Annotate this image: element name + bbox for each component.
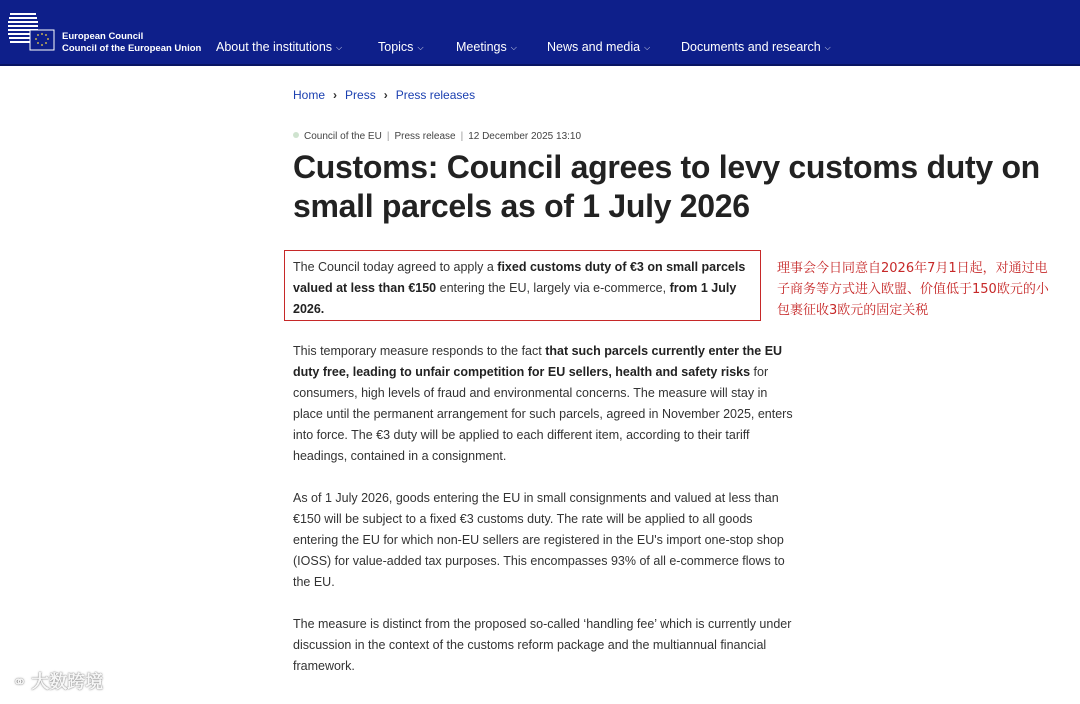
lead-bold: from 1 July 2026. <box>293 281 737 316</box>
meta-source: Council of the EU <box>304 131 382 142</box>
nav-topics[interactable] <box>378 40 424 54</box>
nav-about-institutions[interactable] <box>216 40 342 54</box>
chevron-down-icon: ⌵ <box>644 43 651 52</box>
chevron-down-icon: ⌵ <box>510 43 517 52</box>
watermark-text: 大数跨境 <box>31 672 104 693</box>
eu-council-logo[interactable] <box>8 12 60 52</box>
org-name-line2: Council of the European Union <box>62 43 202 54</box>
meta-datetime: 12 December 2025 13:10 <box>468 131 582 142</box>
breadcrumb-press[interactable]: Press <box>345 88 376 102</box>
chevron-down-icon: ⌵ <box>336 43 343 52</box>
org-name-line1: European Council <box>62 31 144 42</box>
nav-meetings[interactable] <box>456 40 517 54</box>
body-paragraph-2: As of 1 July 2026, goods entering the EU in small consignments and valued at less than €150 will be subject to a fixed €3 customs duty. The rate will be applied to all goods entering the EU for which non-EU sellers are registered in the EU's import one-stop shop (IOSS) for value-added tax purposes. This encompasses 93% of all e-commerce flows to the EU. <box>293 491 785 589</box>
lead-bold: fixed customs duty of €3 on small parcels valued at less than €150 <box>293 260 746 295</box>
paragraph-text: This temporary measure responds to the fact <box>293 344 546 358</box>
chevron-right-icon: › <box>383 88 388 102</box>
site-header <box>0 0 1080 66</box>
lead-paragraph <box>293 257 761 320</box>
nav-label: Topics <box>378 40 414 54</box>
paragraph-text: for consumers, high levels of fraud and environmental concerns. The measure will stay in place until the permanent arrangement for such parcels, agreed in November 2025, enters into force. The €3 duty will be applied to each different item, according to their tariff headings, contained in a consignment. <box>293 365 793 463</box>
article-meta: Council of the EU | Press release | 12 December 2025 13:10 <box>293 131 581 142</box>
brand-logo-icon: ⚭ <box>12 672 28 693</box>
chevron-right-icon: › <box>333 88 338 102</box>
watermark <box>12 668 103 694</box>
nav-label: Meetings <box>456 40 507 54</box>
dot-icon <box>293 132 299 138</box>
page-title: Customs: Council agrees to levy customs duty on small parcels as of 1 July 2026 <box>293 149 1040 224</box>
breadcrumb <box>293 88 475 102</box>
translation-annotation: 理事会今日同意自2026年7月1日起，对通过电子商务等方式进入欧盟、价值低于150欧元的小包裹征收3欧元的固定关税 <box>777 261 1049 318</box>
chevron-down-icon: ⌵ <box>824 43 831 52</box>
body-paragraph-3: The measure is distinct from the proposed so-called ‘handling fee’ which is currently under discussion in the context of the customs reform package and the multiannual financial framework. <box>293 617 792 673</box>
nav-documents-research[interactable] <box>681 40 831 54</box>
breadcrumb-press-releases[interactable]: Press releases <box>395 88 476 102</box>
lead-text: The Council today agreed to apply a <box>293 260 498 274</box>
nav-label: Documents and research <box>681 40 821 54</box>
nav-news-media[interactable] <box>547 40 650 54</box>
paragraph-bold: that such parcels currently enter the EU duty free, leading to unfair competition for EU sellers, health and safety risks <box>293 344 783 379</box>
nav-label: About the institutions <box>216 40 333 54</box>
breadcrumb-home[interactable]: Home <box>293 88 326 102</box>
chevron-down-icon: ⌵ <box>417 43 424 52</box>
body-paragraph-1 <box>293 341 793 467</box>
meta-type: Press release <box>394 131 456 142</box>
organization-name[interactable] <box>62 31 201 55</box>
lead-text: entering the EU, largely via e-commerce, <box>436 281 670 295</box>
nav-label: News and media <box>547 40 641 54</box>
